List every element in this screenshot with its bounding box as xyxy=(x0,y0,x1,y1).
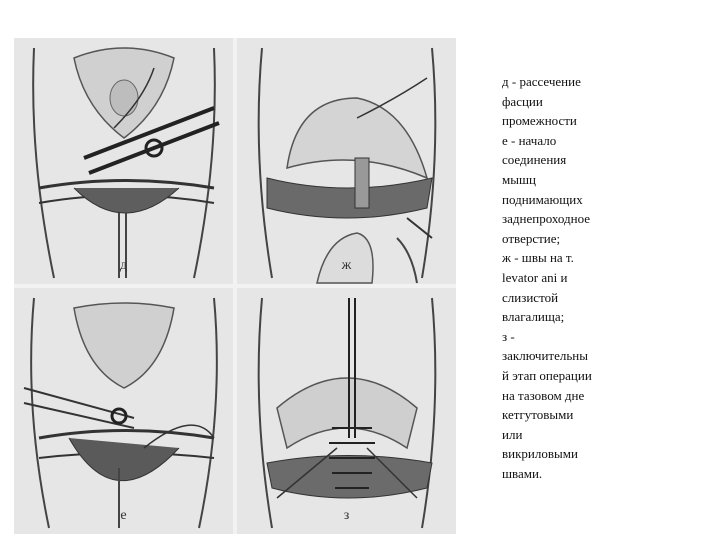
figure-caption xyxy=(502,72,620,483)
caption-line: кетгутовыми xyxy=(502,407,574,423)
caption-line: поднимающих xyxy=(502,191,583,207)
caption-line: ж - швы на т. xyxy=(502,250,574,266)
caption-line: й этап операции xyxy=(502,367,592,383)
panel-d-drawing xyxy=(14,38,233,284)
panel-z xyxy=(237,288,456,534)
panel-label: д xyxy=(119,258,128,273)
panel-label: ж xyxy=(341,258,352,273)
panel-z-drawing xyxy=(237,288,456,534)
caption-line: е - начало xyxy=(502,132,557,148)
caption-line: слизистой xyxy=(502,289,559,305)
caption-line: промежности xyxy=(502,113,577,129)
caption-line: отверстие; xyxy=(502,230,561,246)
panel-d xyxy=(14,38,233,284)
panel-zh-drawing xyxy=(237,38,456,284)
caption-line: з - xyxy=(502,328,515,344)
surgical-illustration xyxy=(14,38,456,534)
caption-line: заднепроходное xyxy=(502,211,591,227)
panel-label: е xyxy=(120,508,127,523)
caption-line: викриловыми xyxy=(502,446,578,462)
caption-line: швами. xyxy=(502,465,543,481)
caption-line: заключительны xyxy=(502,348,588,364)
caption-line: д - рассечение xyxy=(502,74,581,89)
caption-line: мышц xyxy=(502,171,536,187)
caption-line: фасции xyxy=(502,93,543,109)
caption-line: на тазовом дне xyxy=(502,387,585,403)
caption-line: levator ani и xyxy=(502,269,568,285)
caption-line: или xyxy=(502,426,523,442)
caption-line: соединения xyxy=(502,152,567,168)
panel-e-drawing xyxy=(14,288,233,534)
caption-line: влагалища; xyxy=(502,309,565,325)
panel-zh xyxy=(237,38,456,284)
panel-e xyxy=(14,288,233,534)
panel-label: з xyxy=(343,508,350,523)
